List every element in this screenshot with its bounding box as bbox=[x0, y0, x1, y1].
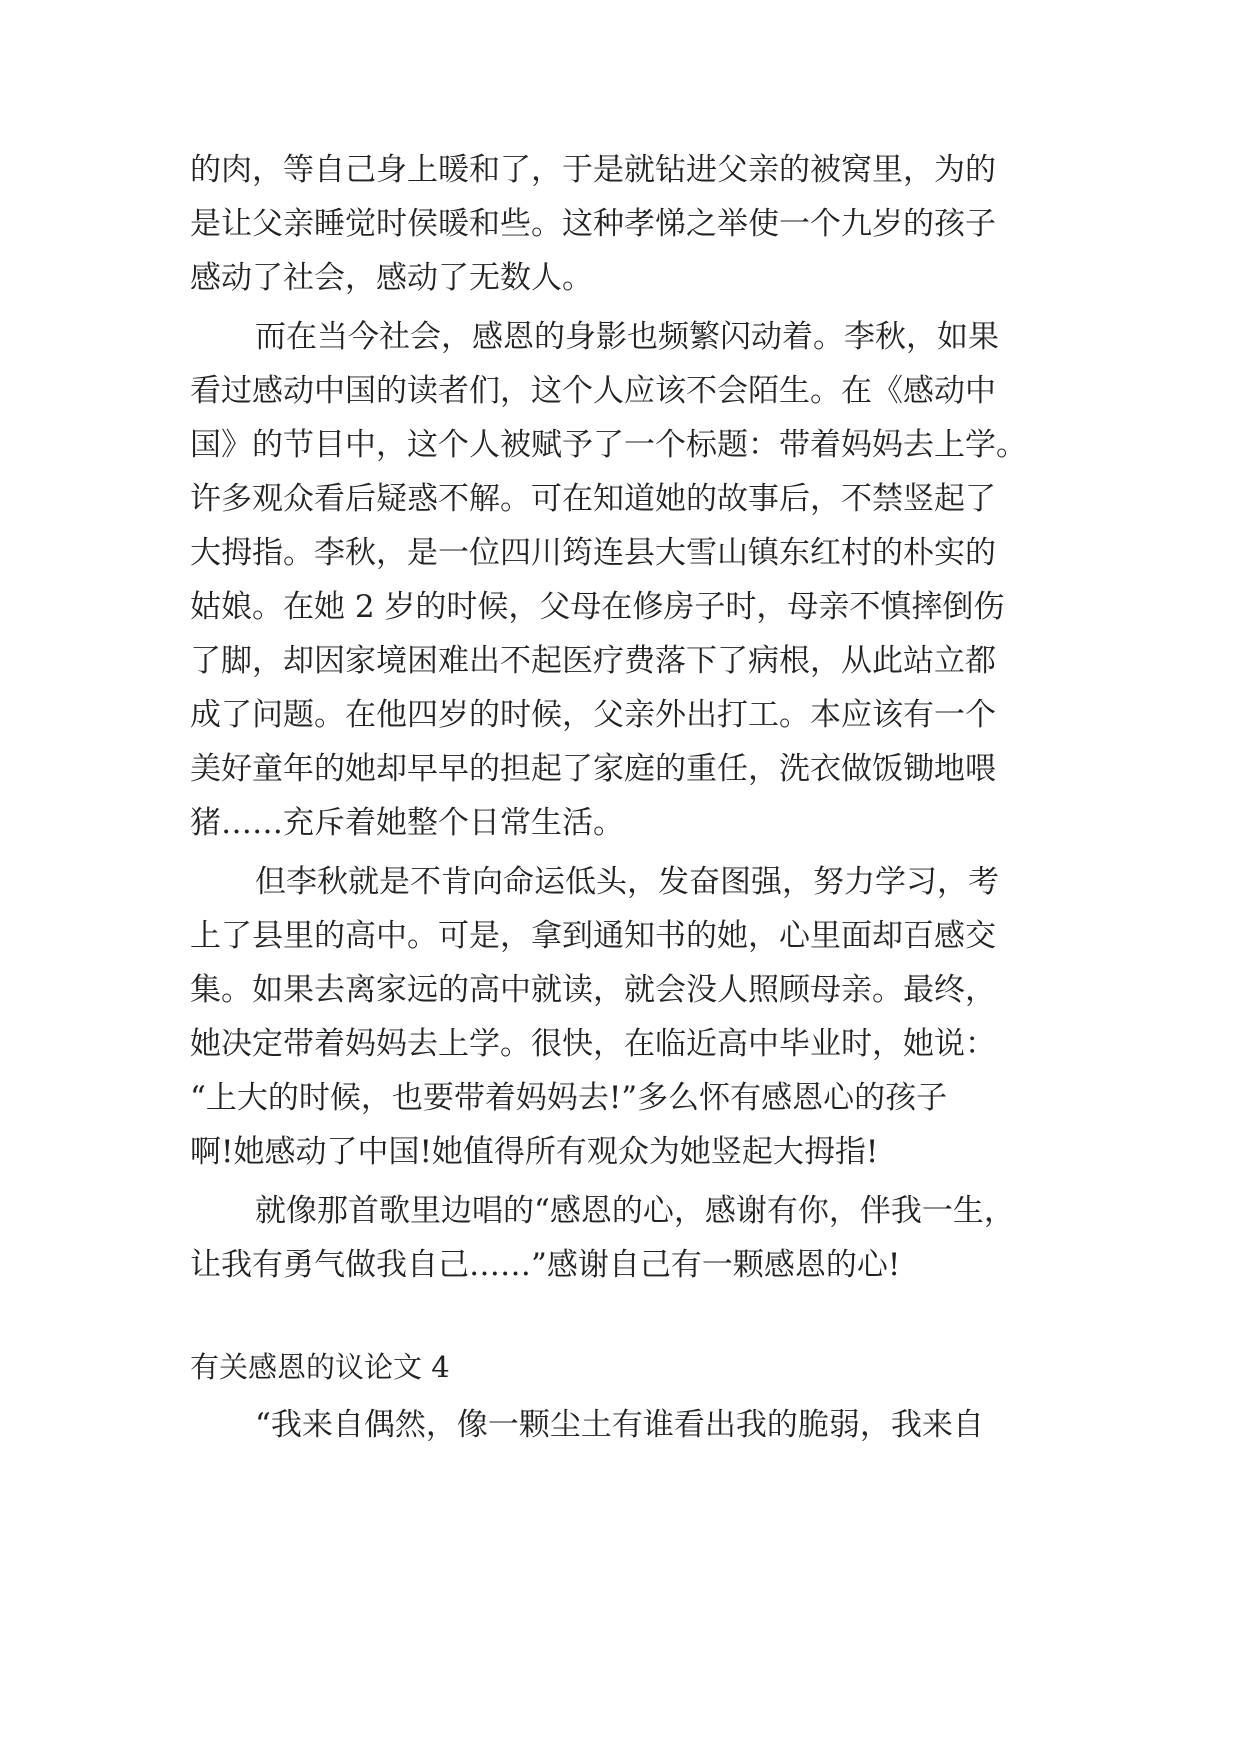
paragraph-line: 看过感动中国的读者们，这个人应该不会陌生。在《感动中 bbox=[190, 373, 996, 409]
paragraph-line: 的肉，等自己身上暖和了，于是就钻进父亲的被窝里，为的 bbox=[190, 152, 996, 188]
paragraph-line: 她决定带着妈妈去上学。很快，在临近高中毕业时，她说： bbox=[190, 1026, 996, 1062]
paragraph-line: 猪……充斥着她整个日常生活。 bbox=[190, 805, 624, 841]
paragraph-line: 而在当今社会，感恩的身影也频繁闪动着。李秋，如果 bbox=[255, 319, 999, 355]
section-heading: 有关感恩的议论文 4 bbox=[190, 1350, 450, 1384]
paragraph-line: 啊!她感动了中国!她值得所有观众为她竖起大拇指! bbox=[190, 1134, 879, 1170]
paragraph-line: 上了县里的高中。可是，拿到通知书的她，心里面却百感交 bbox=[190, 918, 996, 954]
paragraph-line: 大拇指。李秋，是一位四川筠连县大雪山镇东红村的朴实的 bbox=[190, 535, 996, 571]
paragraph-line: 姑娘。在她 2 岁的时候，父母在修房子时，母亲不慎摔倒伤 bbox=[190, 589, 1005, 625]
paragraph-line: 就像那首歌里边唱的“感恩的心，感谢有你，伴我一生， bbox=[255, 1193, 1015, 1229]
paragraph-line: 成了问题。在他四岁的时候，父亲外出打工。本应该有一个 bbox=[190, 697, 996, 733]
paragraph-line: 许多观众看后疑惑不解。可在知道她的故事后，不禁竖起了 bbox=[190, 481, 996, 517]
paragraph-line: 但李秋就是不肯向命运低头，发奋图强，努力学习，考 bbox=[255, 864, 999, 900]
paragraph-line: “我来自偶然，像一颗尘土有谁看出我的脆弱，我来自 bbox=[255, 1407, 984, 1443]
paragraph-line: 让我有勇气做我自己……”感谢自己有一颗感恩的心! bbox=[190, 1247, 901, 1283]
paragraph-line: 集。如果去离家远的高中就读，就会没人照顾母亲。最终， bbox=[190, 972, 996, 1008]
paragraph-line: 是让父亲睡觉时侯暖和些。这种孝悌之举使一个九岁的孩子 bbox=[190, 206, 996, 242]
paragraph-line: 了脚，却因家境困难出不起医疗费落下了病根，从此站立都 bbox=[190, 643, 996, 679]
paragraph-line: 感动了社会，感动了无数人。 bbox=[190, 260, 593, 296]
paragraph-line: 美好童年的她却早早的担起了家庭的重任，洗衣做饭锄地喂 bbox=[190, 751, 996, 787]
paragraph-line: 国》的节目中，这个人被赋予了一个标题：带着妈妈去上学。 bbox=[190, 427, 1027, 463]
paragraph-line: “上大的时候，也要带着妈妈去!”多么怀有感恩心的孩子 bbox=[190, 1080, 948, 1116]
